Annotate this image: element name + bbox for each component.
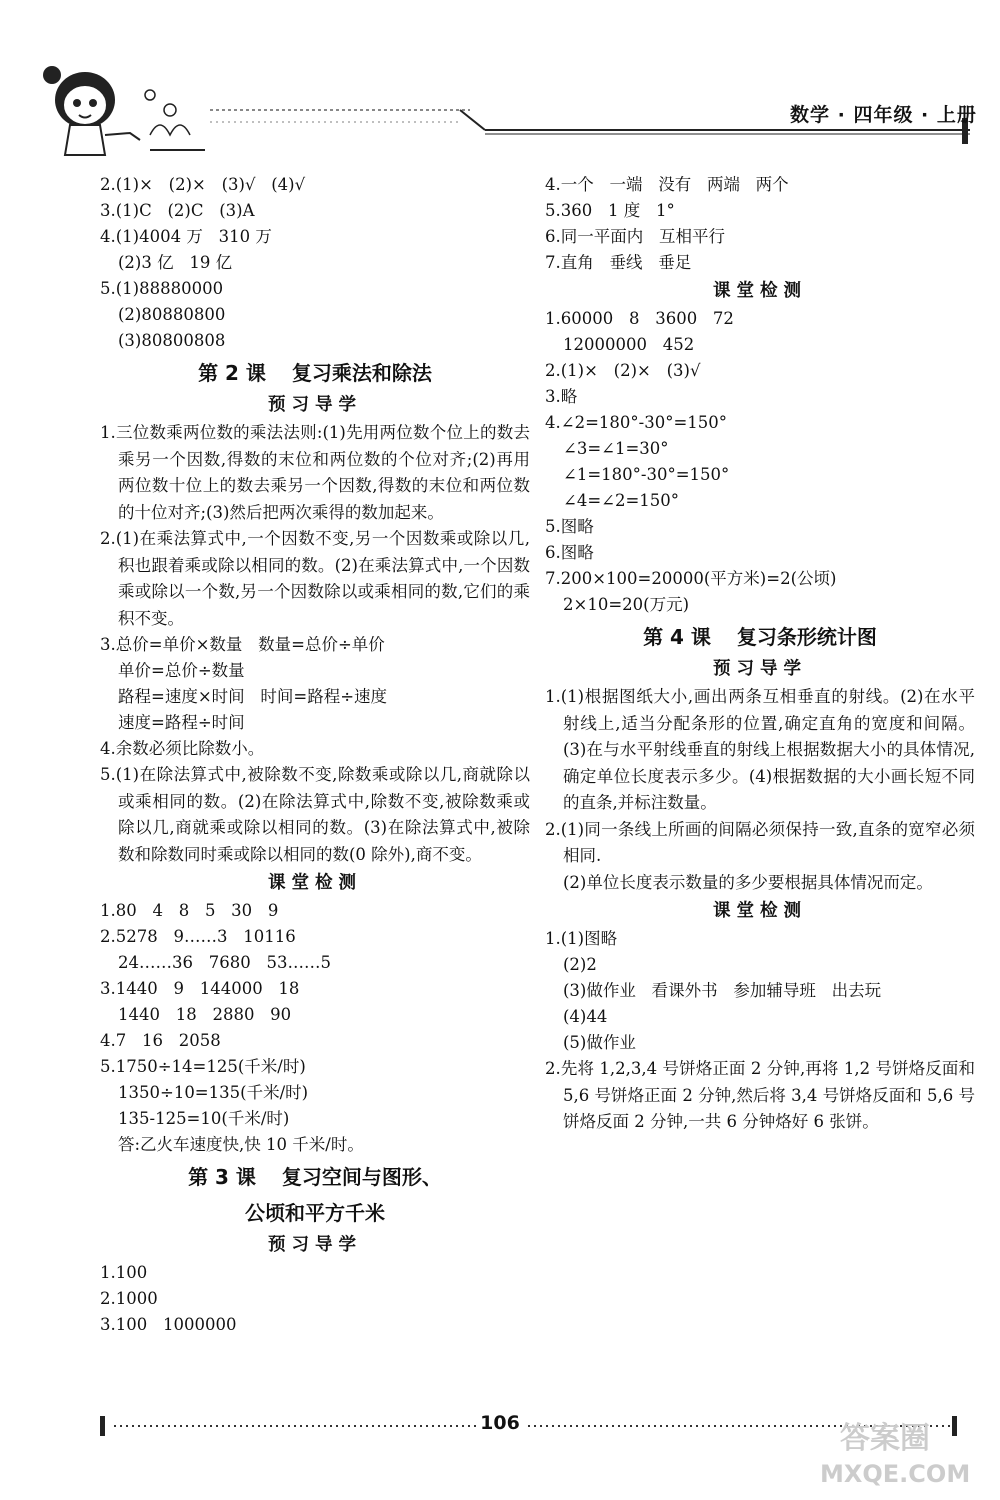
answer-paragraph: 5.(1)在除法算式中,被除数不变,除数乘或除以几,商就除以或乘相同的数。(2)在除法算式中,除数不变,被除数乘或除以几,商就乘或除以相同的数。(3)在除法算式中,被除数和除数同时乘或除以相同的数(0 除外),商不变。 (100, 765, 530, 864)
answer-line: 5.360 1 度 1° (545, 201, 675, 220)
lesson-title: 复习乘法和除法 (291, 361, 432, 385)
answer-line: 1350÷10=135(千米/时) (118, 1083, 309, 1102)
answer-paragraph: 2.(1)在乘法算式中,一个因数不变,另一个因数乘或除以几,积也跟着乘或除以相同的数。(2)在乘法算式中,一个因数乘或除以一个数,另一个因数除以或乘相同的数,它们的乘积不变。 (100, 529, 530, 628)
answer-line: 1.80 4 8 5 30 9 (100, 901, 279, 920)
answer-line: (5)做作业 (563, 1033, 636, 1052)
answer-line: (3)做作业 看课外书 参加辅导班 出去玩 (563, 981, 882, 1000)
answer-line: 路程=速度×时间 时间=路程÷速度 (118, 687, 388, 706)
lesson-number: 第 3 课 (188, 1165, 256, 1189)
answer-paragraph: 1.三位数乘两位数的乘法法则:(1)先用两位数个位上的数去乘另一个因数,得数的末位和两位数的个位对齐;(2)再用两位数十位上的数去乘另一个因数,得数的末位和两位数的十位对齐;(3)然后把两次乘得的数加起来。 (100, 423, 530, 522)
answer-line: (3)80800808 (118, 331, 226, 350)
answer-line: 24……36 7680 53……5 (118, 953, 331, 972)
answer-line: (2)3 亿 19 亿 (118, 253, 233, 272)
answer-paragraph: 2.先将 1,2,3,4 号饼烙正面 2 分钟,再将 1,2 号饼烙反面和 5,6 号饼烙正面 2 分钟,然后将 3,4 号饼烙反面和 5,6 号饼烙反面 2 分钟,一共 6 分钟烙好 6 张饼。 (545, 1059, 975, 1131)
lesson-heading (100, 1160, 530, 1194)
lesson-number: 第 2 课 (198, 361, 266, 385)
answer-line: 单价=总价÷数量 (118, 661, 245, 680)
answer-line: 2.5278 9……3 10116 (100, 927, 296, 946)
section-heading-check: 课堂检测 (713, 901, 807, 921)
answer-line: 5.图略 (545, 517, 594, 536)
answer-line: 3.1440 9 144000 18 (100, 979, 300, 998)
answer-line: 12000000 452 (563, 335, 695, 354)
answer-line: (2)80880800 (118, 305, 226, 324)
answer-line: 4.余数必须比除数小。 (100, 739, 265, 758)
answer-line: 速度=路程÷时间 (118, 713, 245, 732)
answer-line: 2×10=20(万元) (563, 595, 690, 614)
page-number: 106 (476, 1412, 524, 1434)
answer-line: 答:乙火车速度快,快 10 千米/时。 (118, 1135, 364, 1154)
book-title: 数学 · 四年级 · 上册 (790, 104, 977, 126)
section-heading-preview: 预习导学 (713, 659, 807, 679)
cartoon-girl-illustration (30, 55, 220, 165)
answer-line: 135-125=10(千米/时) (118, 1109, 290, 1128)
lesson-heading (545, 620, 975, 654)
right-column (545, 172, 975, 1136)
answer-paragraph: 2.(1)同一条线上所画的间隔必须保持一致,直条的宽窄必须相同. (545, 819, 975, 865)
answer-line: (4)44 (563, 1007, 608, 1026)
answer-line: 4.7 16 2058 (100, 1031, 221, 1050)
answer-line: 3.(1)C (2)C (3)A (100, 201, 255, 220)
watermark-text: 答案圈 (840, 1421, 930, 1456)
answer-line: 1.60000 8 3600 72 (545, 309, 734, 328)
page-header (0, 0, 1000, 170)
answer-line: 4.(1)4004 万 310 万 (100, 227, 272, 246)
lesson-title-continued: 公顷和平方千米 (245, 1201, 385, 1225)
lesson-title: 复习条形统计图 (736, 625, 877, 649)
answer-line: 6.图略 (545, 543, 594, 562)
answer-line: 2.(1)× (2)× (3)√ (4)√ (100, 175, 306, 194)
section-heading-check: 课堂检测 (268, 873, 362, 893)
left-column (100, 172, 530, 1338)
answer-line: 1.(1)图略 (545, 929, 618, 948)
answer-line: 7.200×100=20000(平方米)=2(公顷) (545, 569, 837, 588)
answer-line: 6.同一平面内 互相平行 (545, 227, 725, 246)
answer-line: ∠1=180°-30°=150° (563, 465, 730, 484)
answer-line: 5.1750÷14=125(千米/时) (100, 1057, 306, 1076)
answer-line: 2.1000 (100, 1289, 158, 1308)
watermark-logo (800, 1410, 980, 1490)
watermark-url: MXQE.COM (820, 1460, 971, 1488)
answer-line: 4.一个 一端 没有 两端 两个 (545, 175, 789, 194)
answer-paragraph: 1.(1)根据图纸大小,画出两条互相垂直的射线。(2)在水平射线上,适当分配条形的位置,确定直角的宽度和间隔。(3)在与水平射线垂直的射线上根据数据大小的具体情况,确定单位长度表示多少。(4)根据数据的大小画长短不同的直条,并标注数量。 (545, 687, 975, 812)
answer-line: ∠4=∠2=150° (563, 491, 680, 510)
answer-line: 3.100 1000000 (100, 1315, 237, 1334)
answer-line: 2.(1)× (2)× (3)√ (545, 361, 701, 380)
answer-line: 3.总价=单价×数量 数量=总价÷单价 (100, 635, 385, 654)
section-heading-preview: 预习导学 (268, 1235, 362, 1255)
answer-line: ∠3=∠1=30° (563, 439, 669, 458)
answer-line: 1440 18 2880 90 (118, 1005, 292, 1024)
section-heading-check: 课堂检测 (713, 281, 807, 301)
lesson-heading (100, 356, 530, 390)
answer-line: 4.∠2=180°-30°=150° (545, 413, 728, 432)
section-heading-preview: 预习导学 (268, 395, 362, 415)
answer-line: 5.(1)88880000 (100, 279, 224, 298)
lesson-title: 复习空间与图形、 (281, 1165, 442, 1189)
answer-line: 7.直角 垂线 垂足 (545, 253, 692, 272)
answer-line: 1.100 (100, 1263, 148, 1282)
answer-line: (2)2 (563, 955, 597, 974)
answer-line: 3.略 (545, 387, 578, 406)
answer-paragraph: (2)单位长度表示数量的多少要根据具体情况而定。 (563, 872, 933, 892)
lesson-number: 第 4 课 (643, 625, 711, 649)
